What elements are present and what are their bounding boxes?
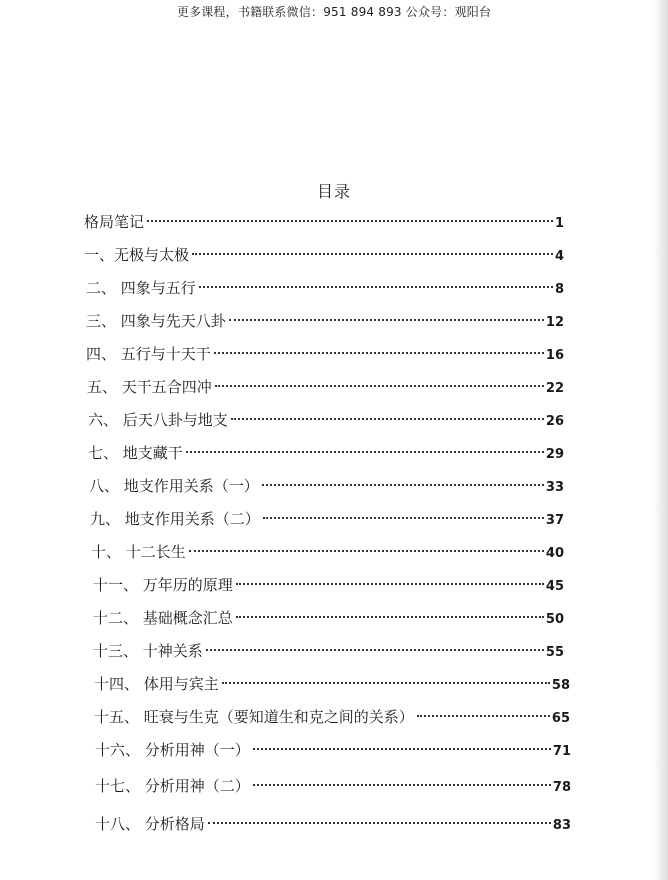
toc-entry-page: 1 [554, 216, 564, 231]
toc-leader-dots [236, 616, 544, 618]
toc-entry[interactable] [94, 705, 570, 729]
toc-entry[interactable] [88, 408, 564, 432]
toc-entry-page: 22 [545, 381, 564, 396]
toc-entry-page: 33 [545, 480, 564, 495]
toc-entry[interactable] [93, 639, 564, 663]
toc-entry[interactable] [89, 474, 564, 498]
toc-entry[interactable] [95, 738, 571, 762]
toc-title: 目录 [316, 182, 351, 201]
toc-entry[interactable] [86, 342, 564, 366]
toc-entry-page: 78 [552, 780, 571, 795]
toc-leader-dots [253, 784, 551, 786]
toc-entry-label: 十八、 分析格局 [95, 815, 205, 833]
toc-leader-dots [208, 822, 551, 824]
toc-entry-label: 十五、 旺衰与生克（要知道生和克之间的关系） [94, 708, 414, 726]
toc-entry[interactable] [95, 812, 571, 836]
toc-leader-dots [417, 715, 550, 717]
toc-leader-dots [147, 220, 553, 222]
toc-entry-label: 七、 地支藏干 [88, 444, 183, 462]
toc-entry[interactable] [87, 375, 564, 399]
toc-entry-label: 八、 地支作用关系（一） [89, 477, 259, 495]
toc-entry-label: 十二、 基础概念汇总 [93, 609, 233, 627]
toc-entry-label: 格局笔记 [84, 213, 145, 231]
toc-entry[interactable] [86, 309, 564, 333]
toc-entry-page: 50 [545, 612, 564, 627]
toc-entry[interactable] [84, 243, 564, 267]
toc-entry-page: 37 [545, 513, 564, 528]
toc-entry-page: 83 [552, 818, 571, 833]
toc-entry-page: 26 [545, 414, 564, 429]
toc-entry[interactable] [86, 276, 564, 300]
toc-entry-page: 55 [545, 645, 564, 660]
toc-entry-page: 8 [554, 282, 564, 297]
toc-leader-dots [253, 748, 551, 750]
toc-entry-page: 12 [545, 315, 564, 330]
header-contact-note: 更多课程，书籍联系微信：951 894 893 公众号：观阳台 [176, 5, 492, 19]
toc-entry[interactable] [95, 774, 571, 798]
toc-entry[interactable] [90, 507, 564, 531]
toc-entry-label: 十七、 分析用神（二） [95, 777, 250, 795]
toc-entry-label: 五、 天干五合四冲 [87, 378, 212, 396]
toc-leader-dots [186, 451, 544, 453]
toc-entry[interactable] [88, 441, 564, 465]
toc-entry-label: 十六、 分析用神（一） [95, 741, 250, 759]
toc-leader-dots [262, 484, 544, 486]
toc-entry-page: 58 [551, 678, 570, 693]
toc-entry-page: 45 [545, 579, 564, 594]
toc-entry-page: 16 [545, 348, 564, 363]
toc-entry[interactable] [93, 606, 564, 630]
toc-list [0, 210, 668, 850]
toc-leader-dots [222, 682, 550, 684]
toc-entry[interactable] [91, 540, 564, 564]
toc-entry-label: 十三、 十神关系 [93, 642, 203, 660]
toc-leader-dots [214, 352, 544, 354]
toc-leader-dots [229, 319, 544, 321]
toc-entry-label: 十、 十二长生 [91, 543, 186, 561]
toc-entry-label: 四、 五行与十天干 [86, 345, 211, 363]
toc-entry-page: 40 [545, 546, 564, 561]
toc-entry-label: 一、无极与太极 [84, 246, 190, 264]
toc-entry[interactable] [94, 672, 570, 696]
toc-leader-dots [189, 550, 544, 552]
toc-entry-label: 九、 地支作用关系（二） [90, 510, 260, 528]
toc-leader-dots [199, 286, 553, 288]
toc-entry-label: 三、 四象与先天八卦 [86, 312, 226, 330]
toc-leader-dots [192, 253, 553, 255]
toc-entry-page: 65 [551, 711, 570, 726]
toc-entry-label: 二、 四象与五行 [86, 279, 196, 297]
toc-leader-dots [263, 517, 544, 519]
toc-entry-page: 4 [554, 249, 564, 264]
toc-entry-page: 71 [552, 744, 571, 759]
toc-entry-label: 六、 后天八卦与地支 [88, 411, 228, 429]
toc-leader-dots [231, 418, 544, 420]
toc-entry[interactable] [93, 573, 564, 597]
toc-leader-dots [206, 649, 544, 651]
toc-leader-dots [215, 385, 544, 387]
toc-entry-label: 十一、 万年历的原理 [93, 576, 233, 594]
toc-entry[interactable] [84, 210, 564, 234]
toc-leader-dots [236, 583, 544, 585]
toc-entry-label: 十四、 体用与宾主 [94, 675, 219, 693]
toc-entry-page: 29 [545, 447, 564, 462]
